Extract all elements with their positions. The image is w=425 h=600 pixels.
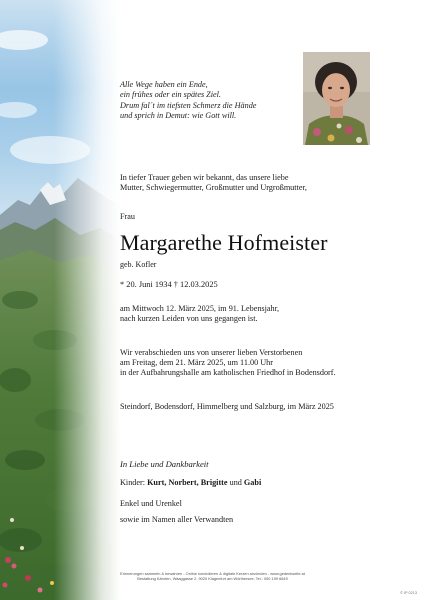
children-and: und [227,478,244,487]
mourners-list [120,496,233,528]
footer-line: Erinnerungen sammeln & bewahren - Online kondolieren & digitale Kerzen anzünden - www.gedenkseite.at [120,571,305,576]
children-names: Kurt, Norbert, Brigitte [147,478,228,487]
announcement-line: Mutter, Schwiegermutter, Großmutter und Urgroßmutter, [120,183,307,193]
death-info [120,304,279,324]
birth-name: geb. Kofler [120,260,157,269]
footer [0,571,425,581]
places-line: Steindorf, Bodensdorf, Himmelberg und Salzburg, im März 2025 [120,402,334,411]
mourners-line: sowie im Namen aller Verwandten [120,515,234,524]
salutation: Frau [120,212,136,221]
funeral-info-line: in der Aufbahrungshalle am katholischen Friedhof in Bodensdorf. [120,368,336,378]
poem-line: Drum fal´t im tiefsten Schmerz die Hände [120,100,257,110]
children-last-name: Gabi [243,478,262,487]
portrait-photo [303,52,370,145]
funeral-info-line: am Freitag, dem 21. März 2025, um 11.00 Uhr [120,358,273,368]
announcement-line: In tiefer Trauer geben wir bekannt, das unsere liebe [120,173,289,182]
funeral-info [120,348,336,379]
death-info-line: nach kurzen Leiden von uns gegangen ist. [120,314,258,324]
memorial-poem [120,80,295,121]
footer-line: Bestattung Kärnten, Waaggasse 2, 9020 Klagenfurt am Wörthersee, Tel.: 050 199 6649 [137,576,288,582]
poem-line: Alle Wege haben ein Ende, [120,80,208,89]
poem-line: ein frühes oder ein spätes Ziel. [120,90,221,100]
children-line [120,478,261,487]
places-date [120,402,334,412]
death-info-line: am Mittwoch 12. März 2025, im 91. Lebensjahr, [120,304,280,313]
reference-code: © IP 0213 [400,591,417,595]
closing-phrase: In Liebe und Dankbarkeit [120,459,209,469]
announcement-text [120,173,400,193]
mourners-line: Enkel und Urenkel [120,499,182,508]
poem-line: und sprich in Demut: wie Gott will. [120,110,237,120]
funeral-info-line: Wir verabschieden uns von unserer lieben Verstorbenen [120,348,303,357]
deceased-name: Margarethe Hofmeister [120,230,328,255]
life-dates: * 20. Juni 1934 † 12.03.2025 [120,280,218,289]
children-prefix: Kinder: [120,478,148,487]
mountain-meadow-photo [0,0,120,600]
